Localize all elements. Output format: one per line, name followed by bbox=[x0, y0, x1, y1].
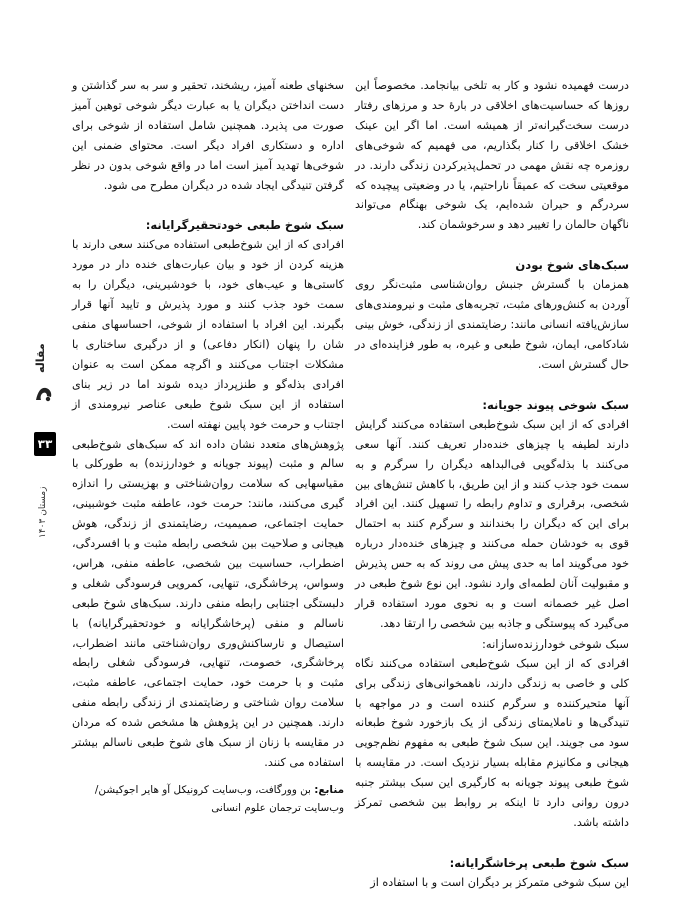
section-label: مقاله bbox=[34, 343, 47, 373]
right-intro-paragraph: درست فهمیده نشود و کار به تلخی بیانجامد. مخصوصاً این روزها که حساسیت‌های اخلاقی در بارهٔ حد و مرزهای رفتار درست سخت‌گیرانه‌تر از همیشه است. اما اگر این عینک خشک اخلاقی را کنار بگذاریم، می فهمیم که شوخی‌های روزمره چه نقش مهمی در تحمل‌پذیرکردن زندگی دارند. در موقعیتی سخت که عمیقاً ناراحتیم، یا در وضعیتی پیچیده که سردرگم و حیران شده‌ایم، یک شوخی بهنگام می‌تواند ناگهان حالمان را تغییر دهد و سرخوشمان کند. bbox=[355, 79, 629, 232]
right-column bbox=[355, 76, 629, 893]
heading-self-defeating-humor: سبک شوخ طبعی خودتحقیرگرایانه: bbox=[145, 218, 344, 233]
humor-styles-paragraph: همزمان با گسترش جنبش روان‌شناسی مثبت‌نگر روی آوردن به کنش‌ورهای مثبت، تجربه‌های مثبت و نیرومندی‌های سازش‌یافته انسانی مانند: رضایتمندی از زندگی، خوش بینی شادکامی، ایمان، شوخ طبعی و غیره، به طور فزاینده‌ای در حال گسترش است. bbox=[355, 278, 629, 371]
sources-text: بن وورگافت، وب‌سایت کرونیکل آو هایر اجوکیشن/ وب‌سایت ترجمان علوم انسانی bbox=[94, 783, 344, 814]
left-intro-paragraph: سخنهای طعنه آمیز، ریشخند، تحقیر و سر به سر گذاشتن و دست انداختن دیگران یا به عبارت دیگر شوخی توهین آمیز صورت می پذیرد. همچنین شامل استفاده از شوخی برای اداره و دستکاری افراد دیگر است. محتوای ضمنی این شوخی‌ها تهدید آمیز است اما در واقع شوخی بدون در نظر گرفتن تنیدگی ایجاد شده در دیگران مطرح می شود. bbox=[72, 79, 344, 192]
research-findings-paragraph: پژوهش‌های متعدد نشان داده اند که سبک‌های شوخ‌طبعی سالم و مثبت (پیوند جویانه و خودارزنده) به طورکلی با مقیاسهایی که سلامت روان‌شناختی و بهزیستی را اندازه گیری می‌کنند، مانند: حرمت خود، عاطفه مثبت خوشبینی، حمایت اجتماعی، صمیمیت، رضایتمندی از زندگی، هوش هیجانی و صلاحیت بین شخصی رابطه مثبت و با افسردگی، اضطراب، حساسیت بین شخصی، عاطفه منفی، هراس، وسواس، پرخاشگری، تنهایی، کمرویی فرسودگی شغلی و دلبستگی اجتنابی رابطه منفی دارند. سبک‌های شوخ طبعی ناسالم و منفی (پرخاشگرایانه و خودتحقیرگرایانه) با استیصال و نارساکنش‌وری روان‌شناختی مانند اضطراب، پرخاشگری، خصومت، تنهایی، فرسودگی شغلی رابطه مثبت و با حرمت خود، حمایت اجتماعی، عاطفه مثبت، سلامت روان شناختی و رضایتمندی از زندگی رابطه منفی دارند. همچنین در این پژوهش ها مشخص شده که مردان در مقایسه با زنان از سبک های شوخ طبعی ناسالم بیشتر استفاده می کنند. bbox=[72, 437, 344, 769]
self-enhancing-humor-paragraph: افرادی که از این سبک شوخ‌طبعی استفاده می‌کنند نگاه کلی و خاصی به زندگی دارند، ناهمخوانی‌های زندگی برای آنها متحیرکننده و سرگرم کننده است و در مواجهه با تنیدگی‌ها و ناملایمتای زندگی از یک بازخورد شوخ طبعانه سود می جویند. این سبک شوخ طبعی به مفهوم نظم‌جویی هیجانی و مکانیزم مقابله بسیار نزدیک است. در مقایسه با شوخ طبعی پیوند جویانه به کارگیری این سبک بیشتر جنبه درون روانی دارد تا اینکه بر روابط بین شخصی تمرکز داشته باشد. bbox=[355, 656, 629, 829]
margin-strip bbox=[28, 340, 64, 560]
heading-affiliative-humor: سبک شوخی پیوند جویانه: bbox=[482, 397, 629, 412]
issue-label: زمستان ۱۴۰۳ bbox=[38, 486, 48, 538]
aggressive-humor-paragraph: این سبک شوخی متمرکز بر دیگران است و با استفاده از bbox=[370, 875, 629, 889]
sources-label: منابع: bbox=[314, 783, 344, 796]
sources bbox=[72, 781, 344, 817]
left-column bbox=[72, 76, 344, 817]
heading-humor-styles: سبک‌های شوخ بودن bbox=[515, 258, 629, 273]
self-defeating-humor-paragraph: افرادی که از این شوخ‌طبعی استفاده می‌کنند سعی دارند با هزینه کردن از خود و بیان عبارت‌های خنده دار در مورد کاستی‌ها و عیب‌های خود، با خودشیرینی، دیگران را به سمت خود جذب کنند و مورد پذیرش و تایید آنها قرار بگیرند. این افراد با استفاده از شوخی، احساسهای منفی شان را پنهان (انکار دفاعی) و از درگیری ساختاری با مشکلات اجتناب می‌کنند و اگرچه ممکن است به عنوان افرادی بذله‌گو و طنزپرداز دیده شوند اما در زیر بنای استفاده از این سبک شوخ طبعی عناصر نیرومندی از اجتناب و حرمت خود پایین نهفته است. bbox=[72, 238, 344, 431]
affiliative-humor-paragraph: افرادی که از این سبک شوخ‌طبعی استفاده می‌کنند گرایش دارند لطیفه یا چیزهای خنده‌دار تعریف کنند. آنها سعی می‌کنند با بذله‌گویی فی‌البداهه دیگران را سرگرم و به سمت خود جذب کنند و از این طریق، با کاهش تنش‌های بین شخصی، برقراری و تداوم رابطه را تسهیل کنند. این افراد برای این که دیگران را بخندانند و سرگرم کنند به احتمال قوی به خودشان حمله می‌کنند و چیزهای خنده‌دار درباره خود می‌گویند اما به حدی پیش می روند که به حس پذیرش و مقبولیت آنان لطمه‌ای وارد نشود. این نوع شوخ طبعی در اصل غیر خصمانه است و به نحوی مورد استفاده قرار می‌گیرد که پیوستگی و جاذبه بین شخصی را ارتقا دهد. bbox=[355, 417, 629, 630]
page-number: ۳۳ bbox=[34, 432, 56, 456]
magazine-logo-icon bbox=[32, 382, 56, 406]
heading-self-enhancing-humor: سبک شوخی خودارزنده‌سازانه: bbox=[481, 636, 629, 651]
heading-aggressive-humor: سبک شوخ طبعی پرخاشگرایانه: bbox=[449, 855, 629, 870]
